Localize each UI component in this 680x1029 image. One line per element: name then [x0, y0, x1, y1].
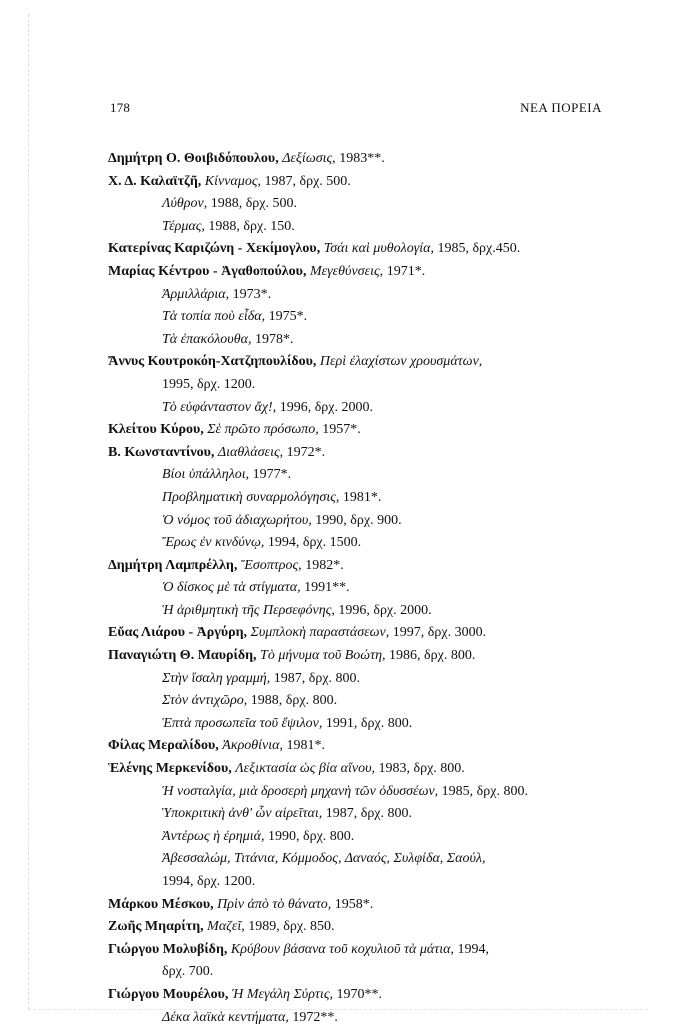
- entry-author: Ἑλένης Μερκενίδου,: [108, 761, 232, 777]
- entry-title: Ἀρμιλλάρια,: [162, 286, 230, 302]
- entry-title: Τσάι καὶ μυθολογία,: [323, 241, 434, 257]
- entry-author: Παναγιώτη Θ. Μαυρίδη,: [108, 648, 257, 664]
- entry-continuation-line: [108, 871, 628, 894]
- entry-title: Ἔσοπτρος,: [240, 557, 302, 573]
- entry-title: Πρὶν ἀπὸ τὸ θάνατο,: [217, 896, 332, 912]
- entry-author: Μαρίας Κέντρου - Ἀγαθοπούλου,: [108, 263, 307, 279]
- entry-author: Κλείτου Κύρου,: [108, 422, 204, 438]
- entry-title: Προβληματικὴ συναρμολόγησις,: [162, 489, 340, 505]
- entry-details: 1986, δρχ. 800.: [389, 648, 476, 664]
- entry-title: Μεγεθύνσεις,: [309, 263, 384, 279]
- entry-continuation-line: [108, 216, 628, 239]
- entry-details: 1971*.: [386, 263, 426, 279]
- entry-title: Τὰ ἐπακόλουθα,: [162, 331, 252, 347]
- entry-title: Τὸ εὐφάνταστον ἄχ!,: [162, 399, 277, 415]
- entry-author: Ἄννυς Κουτροκόη-Χατζηπουλίδου,: [108, 354, 317, 370]
- page-number: 178: [110, 100, 131, 115]
- entry-author: Γιώργου Μολυβίδη,: [108, 941, 228, 957]
- entry-continuation-line: [108, 193, 628, 216]
- page-header: [110, 100, 602, 118]
- entry-details: 1989, δρχ. 850.: [248, 919, 335, 935]
- entry-continuation-line: [108, 374, 628, 397]
- entry-title: Συμπλοκὴ παραστάσεων,: [250, 625, 390, 641]
- entry-details: δρχ. 700.: [162, 964, 214, 980]
- entry-continuation-line: [108, 306, 628, 329]
- entry-title: Ἑπτὰ προσωπεῖα τοῦ ἔψιλον,: [162, 715, 323, 731]
- entry-title: Ἀντέρως ἡ ἐρημιά,: [162, 828, 265, 844]
- entry-title: Ὁ νόμος τοῦ ἀδιαχωρήτου,: [162, 512, 312, 528]
- entry-author: Κατερίνας Καριζώνη - Χεκίμογλου,: [108, 241, 321, 257]
- entry-details: 1990, δρχ. 800.: [267, 828, 355, 844]
- entry-continuation-line: [108, 690, 628, 713]
- entry-author: Δημήτρη Ο. Θοιβιδόπουλου,: [108, 151, 279, 166]
- entry-author: Μάρκου Μέσκου,: [108, 896, 214, 912]
- entry-title: Ἀβεσσαλώμ, Τιτάνια, Κόμμοδος, Δαναός, Συλφίδα, Σαούλ,: [162, 851, 486, 867]
- entry-continuation-line: [108, 781, 628, 804]
- entry-details: 1983**.: [339, 151, 385, 166]
- entry-line: [108, 916, 628, 939]
- entry-details: 1972**.: [292, 1009, 338, 1025]
- entry-line: [108, 735, 628, 758]
- entry-author: Ζωῆς Μηαρίτη,: [108, 919, 204, 935]
- entry-line: [108, 238, 628, 261]
- entry-title: Περὶ ἐλαχίστων χρουσμάτων,: [319, 354, 483, 370]
- entry-author: Δημήτρη Λαμπρέλλη,: [108, 557, 238, 573]
- bibliography-list: [108, 148, 628, 1029]
- entry-details: 1996, δρχ. 2000.: [338, 602, 432, 618]
- entry-title: Στὸν ἀντιχῶρο,: [162, 693, 248, 709]
- entry-continuation-line: [108, 961, 628, 984]
- entry-line: [108, 148, 628, 171]
- entry-title: Ἡ ἀριθμητικὴ τῆς Περσεφόνης,: [162, 602, 335, 618]
- entry-continuation-line: [108, 713, 628, 736]
- entry-details: 1958*.: [334, 896, 374, 912]
- entry-title: Σὲ πρῶτο πρόσωπο,: [207, 422, 319, 438]
- entry-title: Ἀκροθίνια,: [222, 738, 284, 754]
- entry-details: 1972*.: [286, 444, 326, 460]
- entry-continuation-line: [108, 848, 628, 871]
- entry-title: Ὁ δίσκος μὲ τὰ στίγματα,: [162, 580, 301, 596]
- entry-details: 1990, δρχ. 900.: [315, 512, 402, 528]
- entry-details: 1988, δρχ. 800.: [250, 693, 338, 709]
- entry-line: [108, 939, 628, 962]
- entry-continuation-line: [108, 668, 628, 691]
- entry-details: 1981*.: [286, 738, 326, 754]
- entry-continuation-line: [108, 532, 628, 555]
- entry-continuation-line: [108, 487, 628, 510]
- entry-title: Στὴν ἴσαλη γραμμή,: [162, 670, 271, 686]
- entry-title: Βίοι ὑπάλληλοι,: [162, 467, 250, 483]
- entry-line: [108, 645, 628, 668]
- running-head: ΝΕΑ ΠΟΡΕΙΑ: [520, 100, 602, 115]
- entry-details: 1987, δρχ. 800.: [273, 670, 361, 686]
- entry-details: 1988, δρχ. 150.: [208, 218, 295, 234]
- entry-line: [108, 622, 628, 645]
- entry-line: [108, 171, 628, 194]
- entry-continuation-line: [108, 826, 628, 849]
- entry-continuation-line: [108, 510, 628, 533]
- entry-details: 1991, δρχ. 800.: [325, 715, 413, 731]
- entry-details: 1994, δρχ. 1200.: [162, 874, 256, 889]
- entry-title: Λεξικτασία ὡς βία αἴνου,: [235, 761, 375, 777]
- entry-line: [108, 555, 628, 578]
- entry-details: 1991**.: [304, 580, 350, 596]
- entry-author: Χ. Δ. Καλαϊτζῆ,: [108, 173, 202, 189]
- entry-line: [108, 758, 628, 781]
- entry-title: Τέρμας,: [162, 218, 205, 234]
- entry-continuation-line: [108, 464, 628, 487]
- entry-details: 1978*.: [254, 331, 294, 347]
- entry-details: 1957*.: [322, 422, 361, 438]
- entry-continuation-line: [108, 577, 628, 600]
- entry-details: 1987, δρχ. 800.: [325, 806, 413, 822]
- entry-details: 1994, δρχ. 1500.: [267, 535, 362, 551]
- entry-details: 1977*.: [252, 467, 292, 483]
- entry-line: [108, 984, 628, 1007]
- entry-details: 1997, δρχ. 3000.: [392, 625, 487, 641]
- entry-title: Τὸ μήνυμα τοῦ Βοώτη,: [260, 648, 386, 664]
- entry-author: Β. Κωνσταντίνου,: [108, 444, 215, 460]
- entry-author: Εὔας Λιάρου - Ἀργύρη,: [108, 625, 248, 641]
- entry-title: Κρύβουν βάσανα τοῦ κοχυλιοῦ τὰ μάτια,: [230, 941, 454, 957]
- entry-details: 1996, δρχ. 2000.: [279, 399, 373, 415]
- entry-title: Ὑποκριτικὴ ἀνθ' ὧν αἱρεῖται,: [162, 806, 323, 822]
- entry-continuation-line: [108, 1007, 628, 1029]
- entry-title: Διαθλάσεις,: [217, 444, 284, 460]
- entry-title: Δεξίωσις,: [282, 151, 336, 166]
- entry-continuation-line: [108, 600, 628, 623]
- entry-title: Ἡ νοσταλγία, μιὰ δροσερὴ μηχανὴ τῶν ὀδυσσέων,: [162, 783, 439, 799]
- entry-details: 1987, δρχ. 500.: [264, 173, 351, 189]
- entry-details: 1983, δρχ. 800.: [378, 761, 465, 777]
- entry-continuation-line: [108, 284, 628, 307]
- entry-details: 1970**.: [336, 986, 382, 1002]
- entry-continuation-line: [108, 397, 628, 420]
- entry-author: Γιώργου Μουρέλου,: [108, 986, 229, 1002]
- entry-details: 1988, δρχ. 500.: [210, 196, 297, 212]
- entry-title: Κίνναμος,: [204, 173, 261, 189]
- entry-details: 1982*.: [305, 557, 344, 573]
- entry-title: Ἡ Μεγάλη Σύρτις,: [231, 986, 333, 1002]
- entry-continuation-line: [108, 329, 628, 352]
- entry-title: Τὰ τοπία ποὺ εἶδα,: [162, 309, 266, 325]
- entry-details: 1994,: [457, 941, 489, 957]
- entry-details: 1981*.: [342, 489, 382, 505]
- entry-line: [108, 419, 628, 442]
- entry-details: 1973*.: [232, 286, 272, 302]
- entry-details: 1985, δρχ.450.: [437, 241, 521, 257]
- entry-details: 1975*.: [268, 309, 308, 325]
- entry-title: Μαζεῖ,: [207, 919, 245, 935]
- entry-line: [108, 894, 628, 917]
- entry-details: 1995, δρχ. 1200.: [162, 376, 256, 392]
- entry-line: [108, 261, 628, 284]
- entry-continuation-line: [108, 803, 628, 826]
- entry-details: 1985, δρχ. 800.: [441, 783, 528, 799]
- entry-title: Ἔρως ἐν κινδύνῳ,: [162, 535, 265, 551]
- entry-title: Λύθρον,: [162, 196, 208, 212]
- entry-author: Φίλας Μεραλίδου,: [108, 738, 219, 754]
- entry-line: [108, 351, 628, 374]
- entry-title: Δέκα λαϊκὰ κεντήματα,: [162, 1009, 289, 1025]
- entry-line: [108, 442, 628, 465]
